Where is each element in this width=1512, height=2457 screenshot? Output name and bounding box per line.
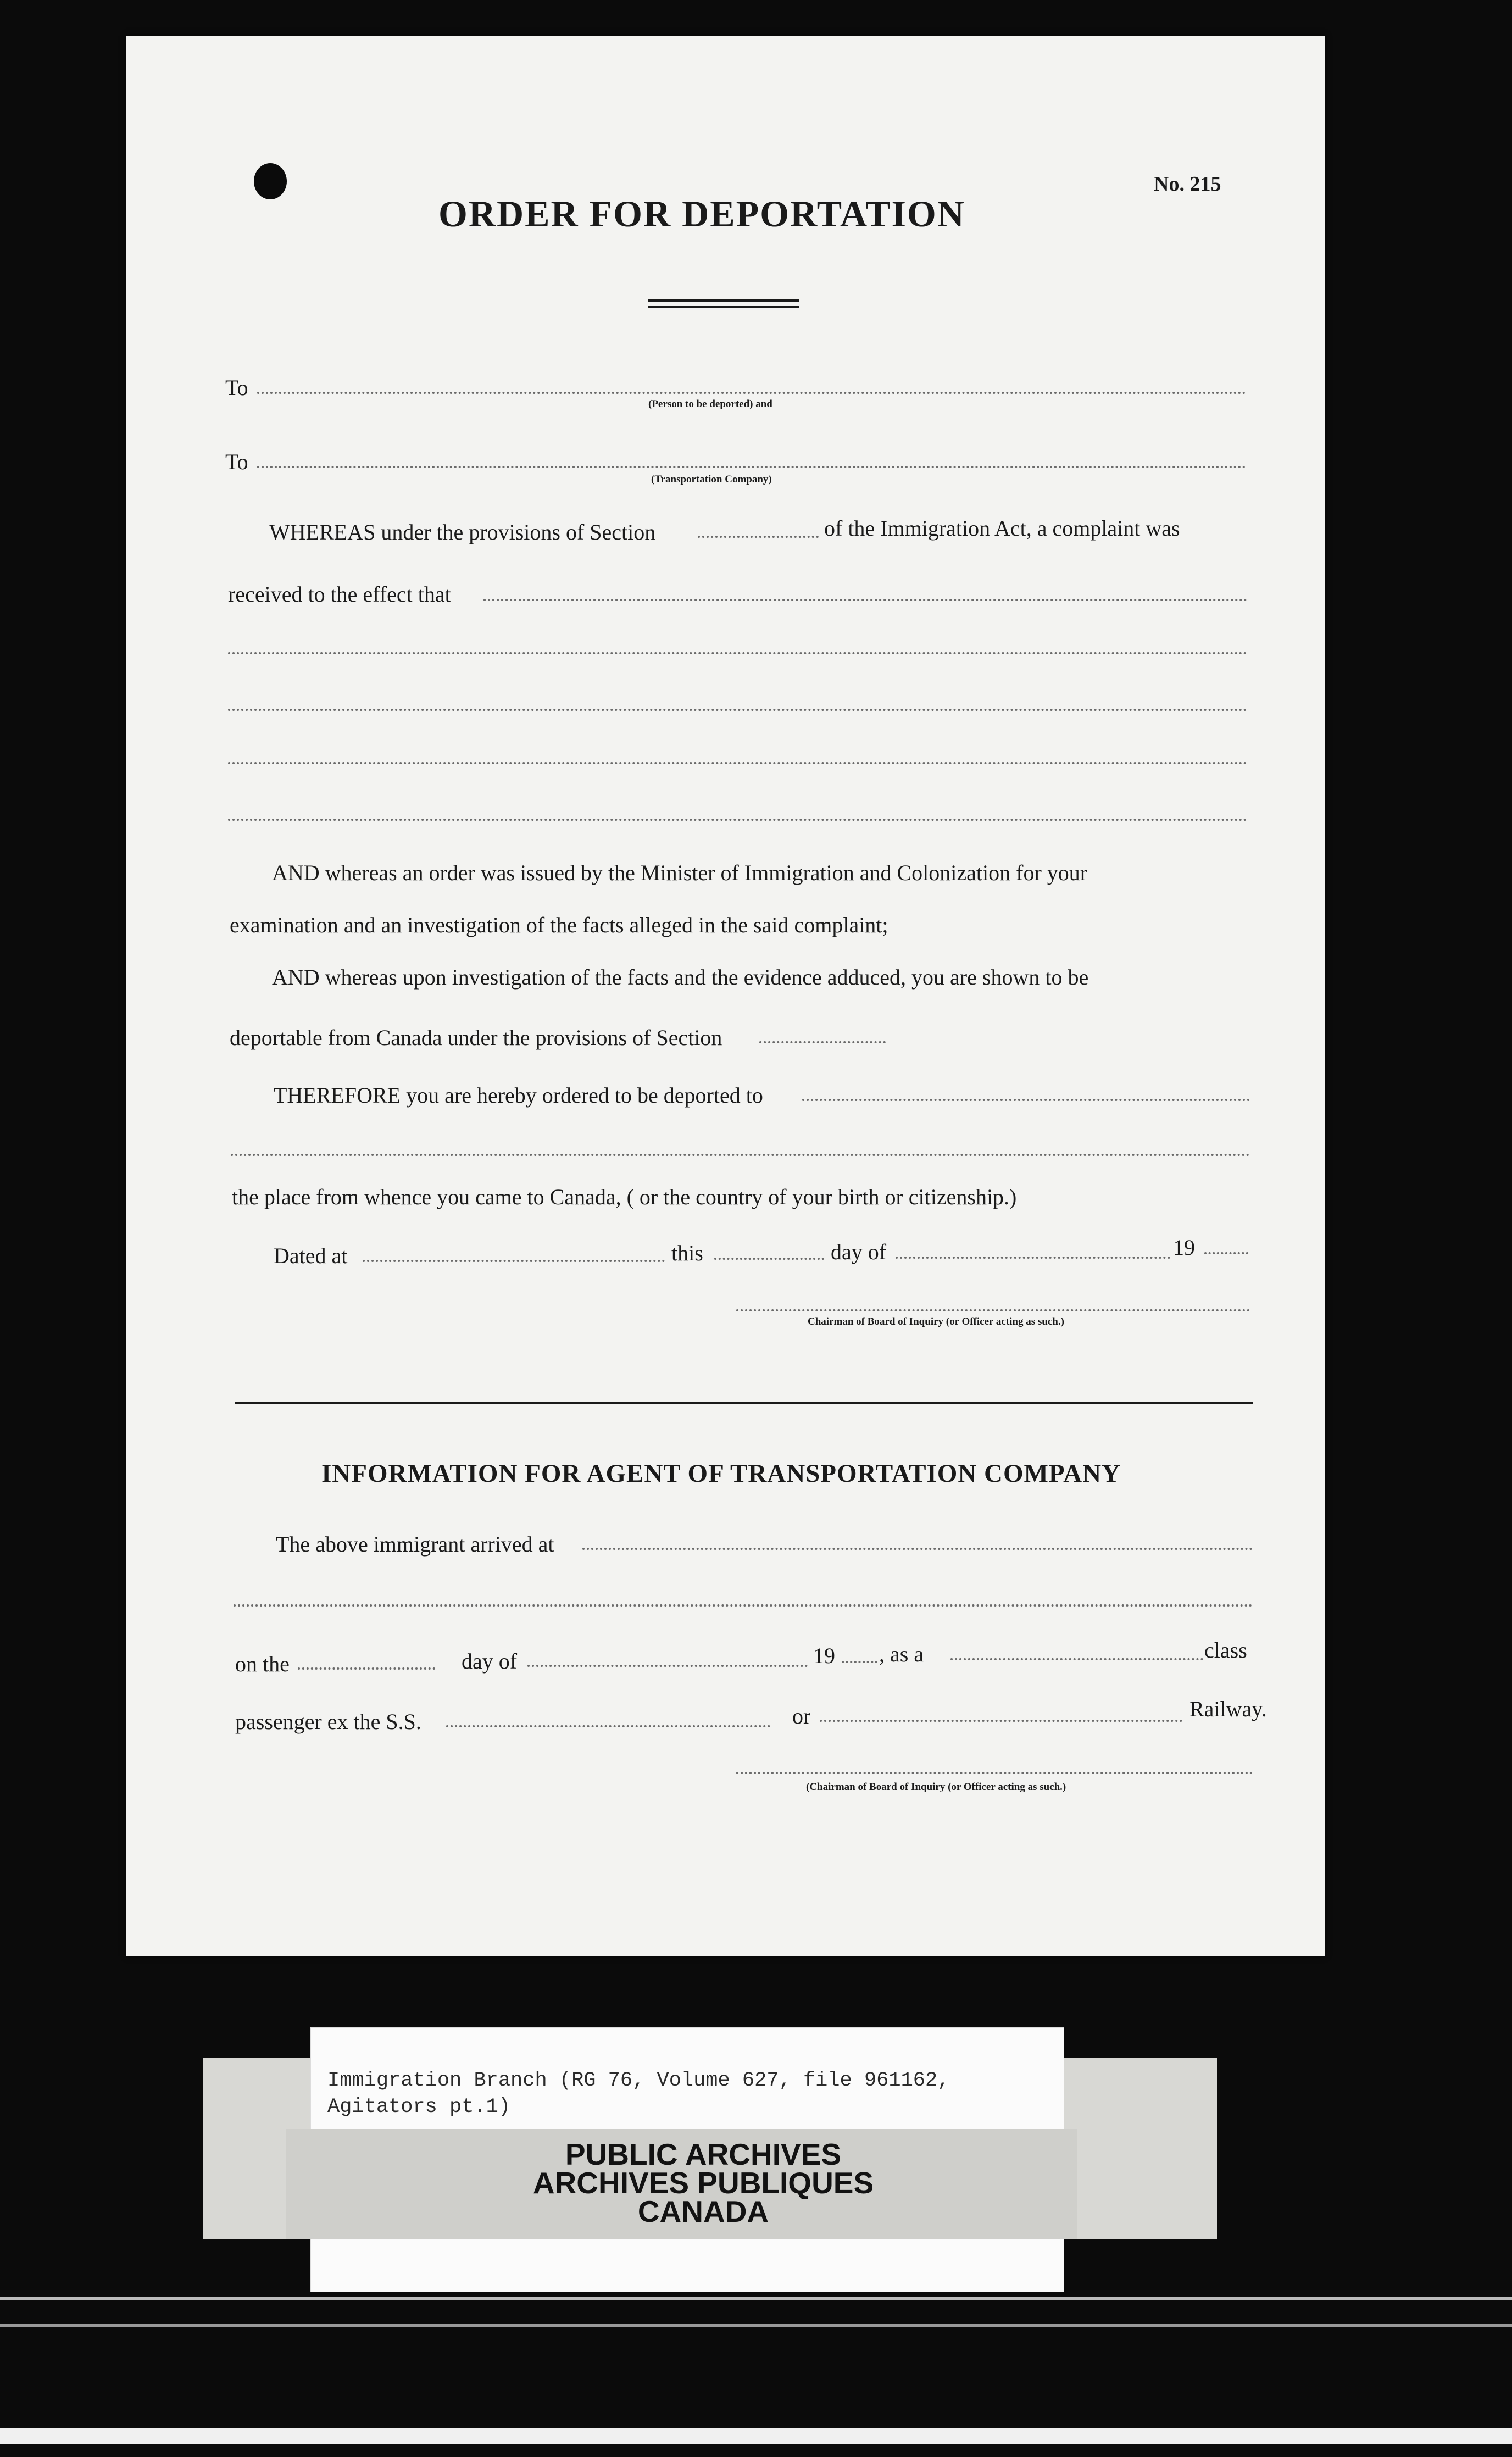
signature-line-1 [736, 1309, 1250, 1311]
whereas-text-2: of the Immigration Act, a complaint was [824, 516, 1180, 541]
to-label-1: To [225, 375, 248, 400]
complaint-line-4 [228, 762, 1247, 764]
info-title: INFORMATION FOR AGENT OF TRANSPORTATION COMPANY [321, 1459, 1121, 1488]
title-underline-2 [648, 306, 799, 308]
destination-line-1 [802, 1099, 1250, 1101]
arr-year-label: 19 [813, 1643, 835, 1668]
place-text: the place from whence you came to Canada, ( or the country of your birth or citizenship.) [232, 1185, 1017, 1209]
person-caption: (Person to be deported) and [648, 398, 772, 410]
stamp-line-1: PUBLIC ARCHIVES [565, 2137, 842, 2171]
archives-stamp [494, 2137, 912, 2228]
whereas-text-1: WHEREAS under the provisions of Section [269, 520, 656, 544]
punch-hole [254, 163, 287, 199]
arrived-text: The above immigrant arrived at [276, 1532, 554, 1557]
railway-line [820, 1720, 1182, 1722]
and-whereas-1a: AND whereas an order was issued by the Minister of Immigration and Colonization for your [272, 860, 1088, 885]
arrived-line-2 [234, 1604, 1253, 1606]
or-label: or [792, 1704, 811, 1728]
arrived-line-1 [582, 1548, 1253, 1550]
person-line [257, 392, 1246, 394]
complaint-line-1 [483, 599, 1247, 601]
stamp-line-3: CANADA [637, 2194, 769, 2228]
form-number: No. 215 [1154, 173, 1221, 196]
and-whereas-2a: AND whereas upon investigation of the facts and the evidence adduced, you are shown to be [272, 965, 1089, 990]
chairman-caption-1: Chairman of Board of Inquiry (or Officer acting as such.) [808, 1316, 1064, 1327]
received-text: received to the effect that [228, 582, 451, 607]
stamp-line-2: ARCHIVES PUBLIQUES [532, 2166, 874, 2200]
complaint-line-2 [228, 652, 1247, 654]
label-line-2: Agitators pt.1) [327, 2095, 511, 2119]
ship-line [446, 1725, 770, 1727]
film-edge-2 [0, 2324, 1512, 2327]
dated-at-label: Dated at [274, 1243, 348, 1268]
arr-year-line [842, 1661, 877, 1663]
form-title: ORDER FOR DEPORTATION [438, 193, 965, 235]
and-whereas-2b: deportable from Canada under the provisions of Section [230, 1025, 722, 1050]
complaint-line-5 [228, 819, 1247, 821]
company-line [257, 466, 1246, 468]
film-edge-bottom [0, 2428, 1512, 2444]
label-line-1: Immigration Branch (RG 76, Volume 627, file 961162, [327, 2069, 950, 2092]
destination-line-2 [231, 1154, 1250, 1156]
day-of-label: day of [831, 1239, 887, 1264]
year-line [1204, 1252, 1248, 1254]
this-label: this [671, 1241, 703, 1265]
complaint-line-3 [228, 709, 1247, 711]
arr-month-line [527, 1665, 808, 1667]
title-underline [648, 299, 799, 302]
class-label: class [1204, 1638, 1247, 1663]
class-line [950, 1658, 1203, 1660]
deportation-form [126, 36, 1325, 1956]
signature-line-2 [736, 1772, 1253, 1774]
dated-place-line [363, 1260, 665, 1262]
section-line-2 [759, 1041, 886, 1043]
tape-right [1058, 2058, 1217, 2239]
railway-label: Railway. [1189, 1697, 1267, 1721]
section-line-1 [698, 536, 819, 538]
to-label-2: To [225, 449, 248, 474]
on-day-line [298, 1667, 435, 1670]
arr-day-of-label: day of [462, 1649, 518, 1674]
passenger-text: passenger ex the S.S. [235, 1709, 421, 1734]
year-label: 19 [1173, 1235, 1195, 1260]
company-caption: (Transportation Company) [651, 474, 772, 485]
on-the-label: on the [235, 1652, 290, 1676]
and-whereas-1b: examination and an investigation of the facts alleged in the said complaint; [230, 913, 888, 937]
film-edge-1 [0, 2297, 1512, 2300]
therefore-text: THEREFORE you are hereby ordered to be deported to [274, 1083, 763, 1108]
day-line [714, 1258, 824, 1260]
divider-rule [235, 1402, 1253, 1404]
month-line [896, 1257, 1170, 1259]
chairman-caption-2: (Chairman of Board of Inquiry (or Officer acting as such.) [806, 1781, 1066, 1793]
as-a-label: , as a [879, 1642, 924, 1666]
